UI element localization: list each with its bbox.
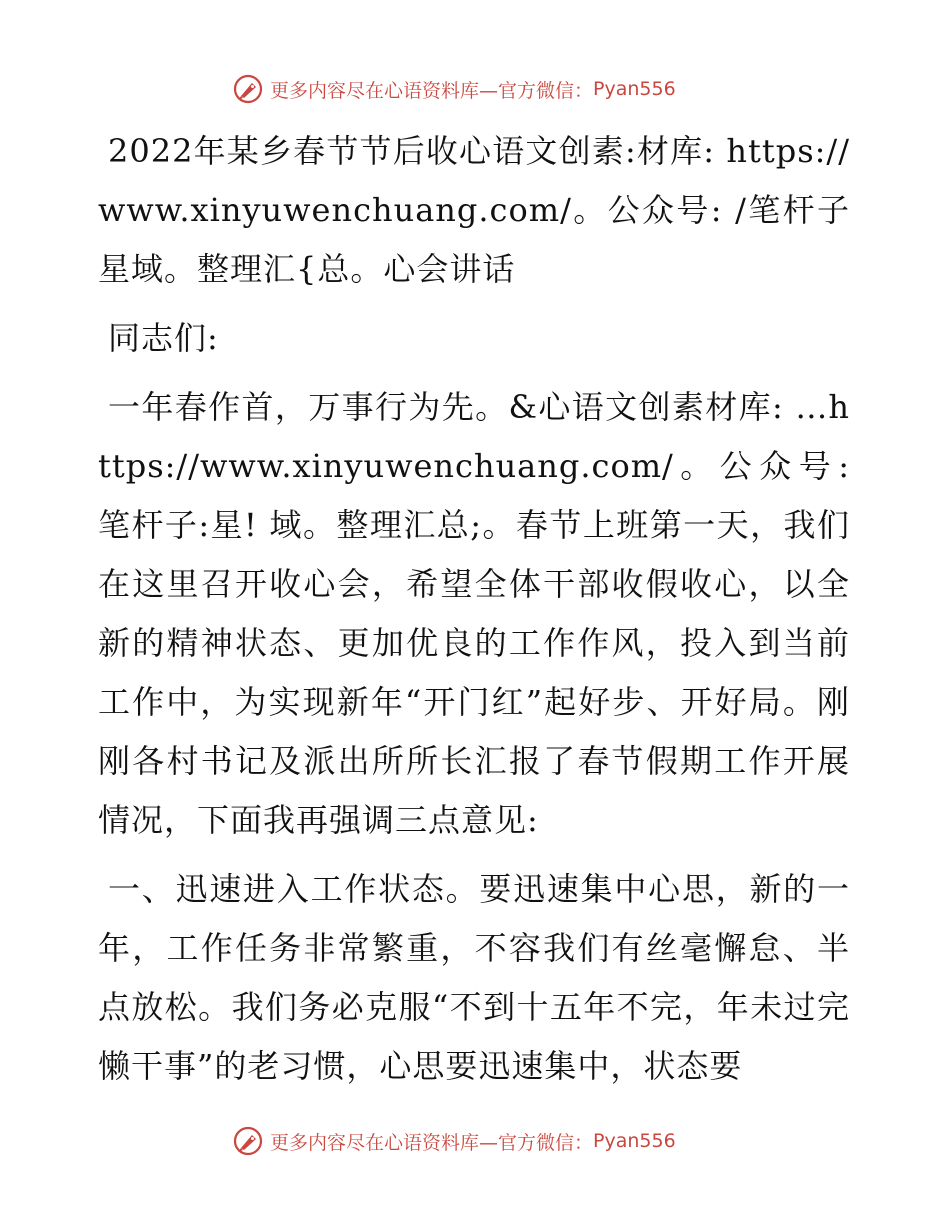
banner-text: 更多内容尽在心语资料库—官方微信： xyxy=(270,1131,594,1154)
wechat-handle: Pyan556 xyxy=(593,1130,676,1152)
document-title-paragraph: 2022年某乡春节节后收心语文创素:材库: https://www.xinyuwenchuang.com/。公众号: /笔杆子星域。整理汇{总。心会讲话 xyxy=(98,132,850,288)
footer-watermark-banner xyxy=(232,1124,732,1158)
pen-nib-logo-icon xyxy=(232,73,264,105)
document-body xyxy=(98,122,850,1096)
wechat-handle: Pyan556 xyxy=(593,78,676,100)
header-watermark-banner xyxy=(232,72,732,106)
banner-text: 更多内容尽在心语资料库—官方微信： xyxy=(270,79,594,102)
greeting-paragraph: 同志们: xyxy=(108,319,219,357)
body-paragraph: 一年春作首，万事行为先。&心语文创素材库: …https://www.xinyuwenchuang.com/。公众号: 笔杆子:星! 域。整理汇总;。春节上班第一天，我们在这里召开收心会，希望全体干部收假收心，以全新的精神状态、更加优良的工作作风，投入到当前工作中，为实现新年“开门红”起好步、开好局。刚刚各村书记及派出所所长汇报了春节假期工作开展情况，下面我再强调三点意见: xyxy=(98,388,850,839)
body-paragraph: 一、迅速进入工作状态。要迅速集中心思，新的一年，工作任务非常繁重，不容我们有丝毫懈怠、半点放松。我们务必克服“不到十五年不完，年未过完懒干事”的老习惯，心思要迅速集中，状态要 xyxy=(98,870,850,1085)
pen-nib-logo-icon xyxy=(232,1125,264,1157)
